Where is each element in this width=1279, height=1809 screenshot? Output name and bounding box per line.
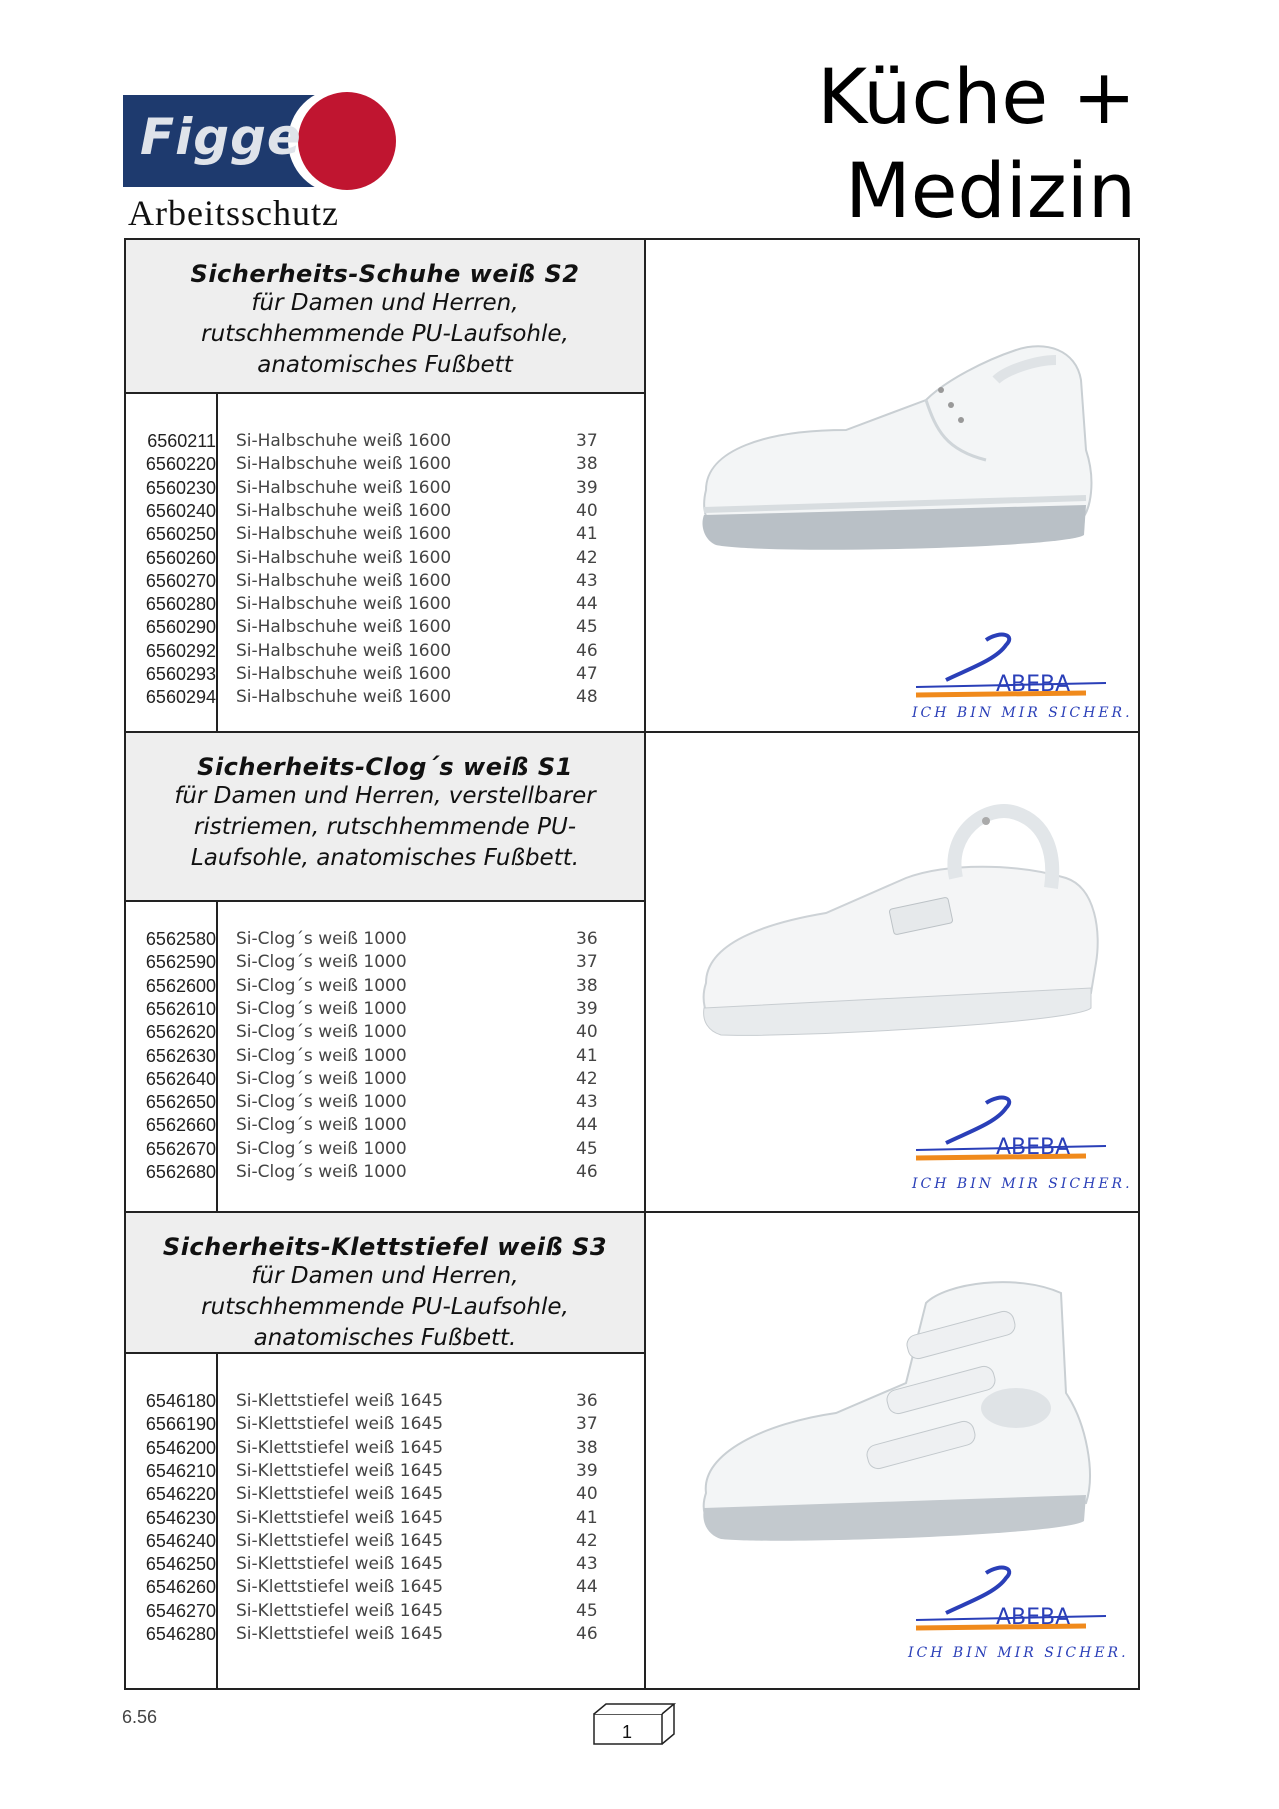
product-name: Si-Clog´s weiß 1000: [236, 998, 407, 1019]
article-number: 6562640: [145, 1068, 216, 1089]
section-title: Sicherheits-Clog´s weiß S1: [197, 753, 573, 781]
table-row: [126, 1091, 644, 1114]
table-row: [126, 1460, 644, 1483]
heading-line-2: Medizin: [845, 146, 1136, 235]
product-name: Si-Clog´s weiß 1000: [236, 1162, 407, 1182]
table-row: [126, 998, 644, 1021]
section-header: [126, 240, 644, 394]
product-name: Si-Halbschuhe weiß 1600: [236, 617, 452, 638]
shoe-size: 38: [576, 1437, 598, 1458]
abeba-slogan: ICH BIN MIR SICHER.: [908, 1645, 1129, 1661]
shoe-size: 40: [576, 500, 598, 521]
table-row: [126, 1021, 644, 1044]
table-row: [126, 1507, 644, 1530]
table-row: [126, 1483, 644, 1506]
section-header: [126, 733, 644, 902]
abeba-slogan: ICH BIN MIR SICHER.: [912, 1176, 1133, 1192]
product-name: Si-Halbschuhe weiß 1600: [236, 664, 452, 684]
article-number: 6546200: [145, 1437, 216, 1458]
table-row: [126, 1390, 644, 1413]
logo-subtitle: Arbeitsschutz: [128, 193, 339, 233]
article-number: 6560230: [145, 477, 216, 498]
table-row: [126, 951, 644, 974]
shoe-size: 42: [576, 1068, 598, 1089]
shoe-size: 38: [576, 975, 598, 996]
shoe-size: 41: [576, 1045, 598, 1066]
abeba-slogan: ICH BIN MIR SICHER.: [912, 705, 1133, 721]
article-number: 6546260: [145, 1577, 216, 1598]
article-number: 6546210: [145, 1460, 216, 1481]
article-number: 6560260: [145, 547, 216, 568]
article-number: 6560294: [145, 687, 216, 708]
table-row: [126, 1114, 644, 1137]
table-row: [126, 1068, 644, 1091]
article-table: [126, 1354, 644, 1688]
shoe-size: 37: [576, 431, 598, 451]
table-row: [126, 477, 644, 500]
shoe-size: 45: [576, 617, 598, 638]
shoe-size: 45: [576, 1600, 598, 1621]
product-name: Si-Klettstiefel weiß 1645: [236, 1530, 444, 1551]
section-title: Sicherheits-Schuhe weiß S2: [190, 260, 580, 288]
shoe-size: 36: [576, 1391, 598, 1411]
shoe-size: 43: [576, 570, 598, 591]
product-name: Si-Klettstiefel weiß 1645: [236, 1577, 444, 1598]
abeba-logo-icon: [906, 1558, 1126, 1658]
section-left-column: [126, 1213, 646, 1688]
table-row: [126, 686, 644, 709]
shoe-size: 46: [576, 640, 598, 661]
product-name: Si-Halbschuhe weiß 1600: [236, 570, 452, 591]
abeba-logo-icon: [906, 1088, 1126, 1188]
section-image-column: [646, 240, 1138, 733]
article-number: 6546240: [145, 1530, 216, 1551]
product-name: Si-Halbschuhe weiß 1600: [236, 547, 452, 568]
product-name: Si-Halbschuhe weiß 1600: [236, 524, 452, 545]
table-row: [126, 570, 644, 593]
article-number: 6546280: [145, 1624, 216, 1644]
shoe-size: 39: [576, 998, 598, 1019]
page-heading: [817, 50, 1136, 238]
section-header: [126, 1213, 644, 1354]
article-number: 6560270: [145, 570, 216, 591]
article-number: 6562590: [145, 952, 216, 973]
shoe-size: 37: [576, 952, 598, 973]
shoe-size: 44: [576, 1577, 598, 1598]
product-name: Si-Halbschuhe weiß 1600: [236, 500, 452, 521]
product-name: Si-Klettstiefel weiß 1645: [236, 1624, 444, 1644]
shoe-size: 46: [576, 1624, 598, 1644]
shoe-size: 40: [576, 1484, 598, 1505]
article-table: [126, 902, 644, 1213]
product-name: Si-Klettstiefel weiß 1645: [236, 1554, 444, 1575]
article-number: 6560280: [145, 594, 216, 615]
white-safety-shoe-image: [686, 320, 1106, 570]
product-section-shoes: [124, 238, 1140, 733]
section-description: für Damen und Herren, rutschhemmende PU-Laufsohle, anatomisches Fußbett.: [201, 1263, 569, 1351]
product-name: Si-Klettstiefel weiß 1645: [236, 1484, 444, 1505]
article-number: 6546250: [145, 1554, 216, 1575]
product-name: Si-Klettstiefel weiß 1645: [236, 1460, 444, 1481]
product-name: Si-Halbschuhe weiß 1600: [236, 431, 452, 451]
section-image-column: [646, 733, 1138, 1213]
product-name: Si-Clog´s weiß 1000: [236, 1022, 407, 1043]
article-number: 6562630: [145, 1045, 216, 1066]
abeba-brand-name: ABEBA: [996, 672, 1071, 697]
product-name: Si-Halbschuhe weiß 1600: [236, 594, 452, 615]
page-box-icon: [592, 1700, 678, 1746]
product-name: Si-Clog´s weiß 1000: [236, 952, 407, 973]
article-number: 6546270: [145, 1600, 216, 1621]
table-row: [126, 1413, 644, 1436]
white-safety-boot-image: [686, 1263, 1106, 1563]
article-number: 6562670: [145, 1138, 216, 1159]
article-number: 6560292: [145, 640, 216, 661]
article-number: 6562610: [145, 998, 216, 1019]
table-row: [126, 523, 644, 546]
page-number: 6.56: [122, 1707, 158, 1727]
product-section-boots: [124, 1211, 1140, 1690]
shoe-size: 39: [576, 477, 598, 498]
product-name: Si-Clog´s weiß 1000: [236, 1138, 407, 1159]
shoe-size: 42: [576, 547, 598, 568]
product-name: Si-Halbschuhe weiß 1600: [236, 454, 452, 475]
table-row: [126, 640, 644, 663]
table-row: [126, 1576, 644, 1599]
article-number: 6562650: [145, 1092, 216, 1113]
table-row: [126, 1045, 644, 1068]
shoe-size: 36: [576, 929, 598, 949]
product-name: Si-Klettstiefel weiß 1645: [236, 1600, 444, 1621]
figge-logo-text: Figge: [140, 108, 302, 166]
product-name: Si-Klettstiefel weiß 1645: [236, 1507, 444, 1528]
shoe-size: 44: [576, 594, 598, 615]
article-number: 6546230: [145, 1507, 216, 1528]
table-row: [126, 928, 644, 951]
article-number: 6562600: [145, 975, 216, 996]
table-row: [126, 616, 644, 639]
article-number: 6562660: [145, 1115, 216, 1136]
white-safety-clog-image: [686, 793, 1106, 1053]
table-row: [126, 500, 644, 523]
product-name: Si-Klettstiefel weiß 1645: [236, 1414, 444, 1435]
product-name: Si-Halbschuhe weiß 1600: [236, 687, 452, 708]
product-name: Si-Clog´s weiß 1000: [236, 929, 407, 949]
product-name: Si-Clog´s weiß 1000: [236, 1068, 407, 1089]
product-name: Si-Klettstiefel weiß 1645: [236, 1437, 444, 1458]
article-number: 6560220: [145, 454, 216, 475]
shoe-size: 40: [576, 1022, 598, 1043]
table-row: [126, 1138, 644, 1161]
article-number: 6562580: [145, 929, 216, 949]
section-title: Sicherheits-Klettstiefel weiß S3: [162, 1233, 608, 1261]
shoe-size: 39: [576, 1460, 598, 1481]
shoe-size: 41: [576, 1507, 598, 1528]
article-number: 6546180: [145, 1391, 216, 1411]
article-number: 6566190: [145, 1414, 216, 1435]
table-row: [126, 1530, 644, 1553]
article-number: 6560240: [145, 500, 216, 521]
table-row: [126, 1161, 644, 1184]
abeba-brand-name: ABEBA: [996, 1135, 1071, 1160]
section-left-column: [126, 733, 646, 1213]
article-number: 6560211: [147, 431, 216, 451]
shoe-size: 45: [576, 1138, 598, 1159]
section-image-column: [646, 1213, 1138, 1688]
table-row: [126, 593, 644, 616]
table-row: [126, 1623, 644, 1646]
table-row: [126, 430, 644, 453]
product-name: Si-Halbschuhe weiß 1600: [236, 640, 452, 661]
section-left-column: [126, 240, 646, 733]
shoe-size: 38: [576, 454, 598, 475]
section-description: für Damen und Herren, rutschhemmende PU-Laufsohle, anatomisches Fußbett: [201, 290, 569, 378]
product-name: Si-Klettstiefel weiß 1645: [236, 1391, 444, 1411]
shoe-size: 42: [576, 1530, 598, 1551]
heading-line-1: Küche +: [817, 52, 1136, 141]
article-table: [126, 394, 644, 733]
shoe-size: 43: [576, 1092, 598, 1113]
table-row: [126, 547, 644, 570]
abeba-brand-name: ABEBA: [996, 1605, 1071, 1630]
product-section-clogs: [124, 731, 1140, 1213]
article-number: 6560250: [145, 524, 216, 545]
shoe-size: 46: [576, 1162, 598, 1182]
table-row: [126, 663, 644, 686]
article-number: 6562680: [145, 1162, 216, 1182]
article-number: 6546220: [145, 1484, 216, 1505]
table-row: [126, 1437, 644, 1460]
table-row: [126, 1553, 644, 1576]
article-number: 6560293: [145, 664, 216, 684]
shoe-size: 37: [576, 1414, 598, 1435]
product-name: Si-Clog´s weiß 1000: [236, 1092, 407, 1113]
shoe-size: 41: [576, 524, 598, 545]
article-number: 6560290: [145, 617, 216, 638]
article-number: 6562620: [145, 1022, 216, 1043]
table-row: [126, 975, 644, 998]
figge-logo-circle: [298, 92, 396, 190]
shoe-size: 44: [576, 1115, 598, 1136]
table-row: [126, 1600, 644, 1623]
page-box-number: 1: [622, 1722, 633, 1742]
table-row: [126, 453, 644, 476]
product-name: Si-Clog´s weiß 1000: [236, 1115, 407, 1136]
product-name: Si-Clog´s weiß 1000: [236, 975, 407, 996]
shoe-size: 48: [576, 687, 598, 708]
section-description: für Damen und Herren, verstellbarer ristriemen, rutschhemmende PU- Laufsohle, anatomisches Fußbett.: [174, 783, 596, 871]
shoe-size: 43: [576, 1554, 598, 1575]
product-name: Si-Halbschuhe weiß 1600: [236, 477, 452, 498]
product-name: Si-Clog´s weiß 1000: [236, 1045, 407, 1066]
shoe-size: 47: [576, 664, 598, 684]
